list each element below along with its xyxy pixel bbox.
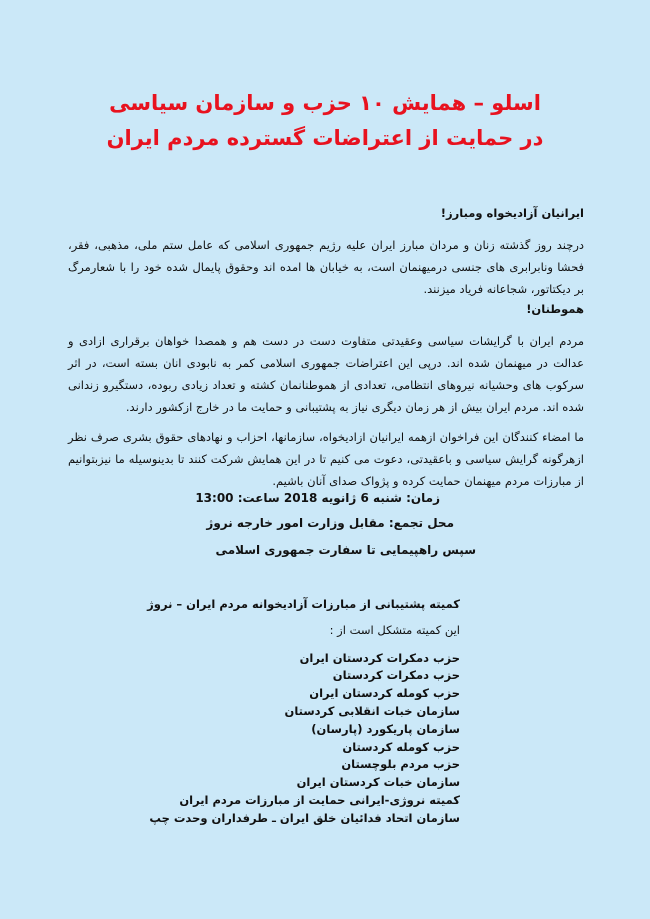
- list-item: سازمان خبات کردستان ایران: [296, 775, 460, 790]
- event-time: زمان: شنبه 6 ژانویه 2018 ساعت: 13:00: [195, 491, 440, 505]
- section-paragraph: مردم ایران با گرایشات سیاسی وعقیدتی متفاوت دست در دست هم و همصدا خواهان برقراری ازادی و عدالت در میهنمان شده اند. درپی این اعتراضات جمهوری اسلامی کمر به نابودی انان بسته است، در اثر سرکوب های وحشیانه نیروهای انتظامی، تعدادی از هموطنانمان کشته و تعداد زیادی ربوده، دستگیرو زندانی شده اند. مردم ایران بیش از هر زمان دیگری نیاز به پشتیبانی و حمایت ما در خارج ازکشور دارند.: [68, 334, 584, 414]
- section-heading: ایرانیان آزادیخواه ومبارز!: [440, 206, 584, 220]
- list-item: حزب کومله کردستان: [342, 739, 460, 754]
- list-item: حزب دمکرات کردستان ایران: [299, 650, 460, 665]
- event-march: سپس راهپیمایی تا سفارت جمهوری اسلامی: [215, 543, 476, 557]
- list-item: سازمان اتحاد فدائیان خلق ایران ـ طرفداران وحدت چپ: [149, 810, 460, 825]
- title-line-1: اسلو – همایش ۱۰ حزب و سازمان سیاسی: [109, 91, 541, 115]
- list-item: حزب دمکرات کردستان: [332, 668, 460, 683]
- section-compatriots: [68, 298, 584, 492]
- section-freedom-seekers: [68, 202, 584, 300]
- list-item: حزب کومله کردستان ایران: [309, 686, 460, 701]
- committee-subtitle: این کمیته متشکل است از :: [329, 622, 460, 637]
- list-item: حزب مردم بلوچستان: [341, 757, 460, 772]
- event-place: محل تجمع: مقابل وزارت امور خارجه نروژ: [206, 516, 454, 530]
- title-line-2: در حمایت از اعتراضات گسترده مردم ایران: [106, 126, 544, 150]
- section-paragraph: درچند روز گذشته زنان و مردان مبارز ایران علیه رژیم جمهوری اسلامی که عامل ستم ملی، مذهبی، فقر، فحشا ونابرابری های جنسی درمیهنمان است، به خیابان ها امده اند وحقوق پایمال شده خود را با شعارمرگ بر دیکتاتور، شجاعانه فریاد میزنند.: [68, 238, 584, 296]
- list-item: کمیته نروژی-ایرانی حمایت از مبارزات مردم ایران: [179, 792, 460, 807]
- committee-members-list: [147, 650, 460, 828]
- list-item: سازمان خبات انقلابی کردستان: [284, 703, 460, 718]
- committee-title: کمیته پشتیبانی از مبارزات آزادیخوانه مردم ایران – نروژ: [147, 597, 460, 611]
- section-paragraph-call: ما امضاء کنندگان این فراخوان ازهمه ایرانیان ازادیخواه، سازمانها، احزاب و نهادهای حقوق بشری صرف نظر ازهرگونه گرایش سیاسی و باعقیدتی، دعوت می کنیم تا در این همایش شرکت کنند تا بدینوسیله ما نیزبتوانیم از مبارزات مردم میهنمان حمایت کرده و پژواک صدای آنان باشیم.: [68, 430, 584, 488]
- committee-section: [147, 596, 460, 828]
- section-heading: هموطنان!: [526, 302, 584, 316]
- list-item: سازمان پاریکورد (پارسان): [311, 721, 460, 736]
